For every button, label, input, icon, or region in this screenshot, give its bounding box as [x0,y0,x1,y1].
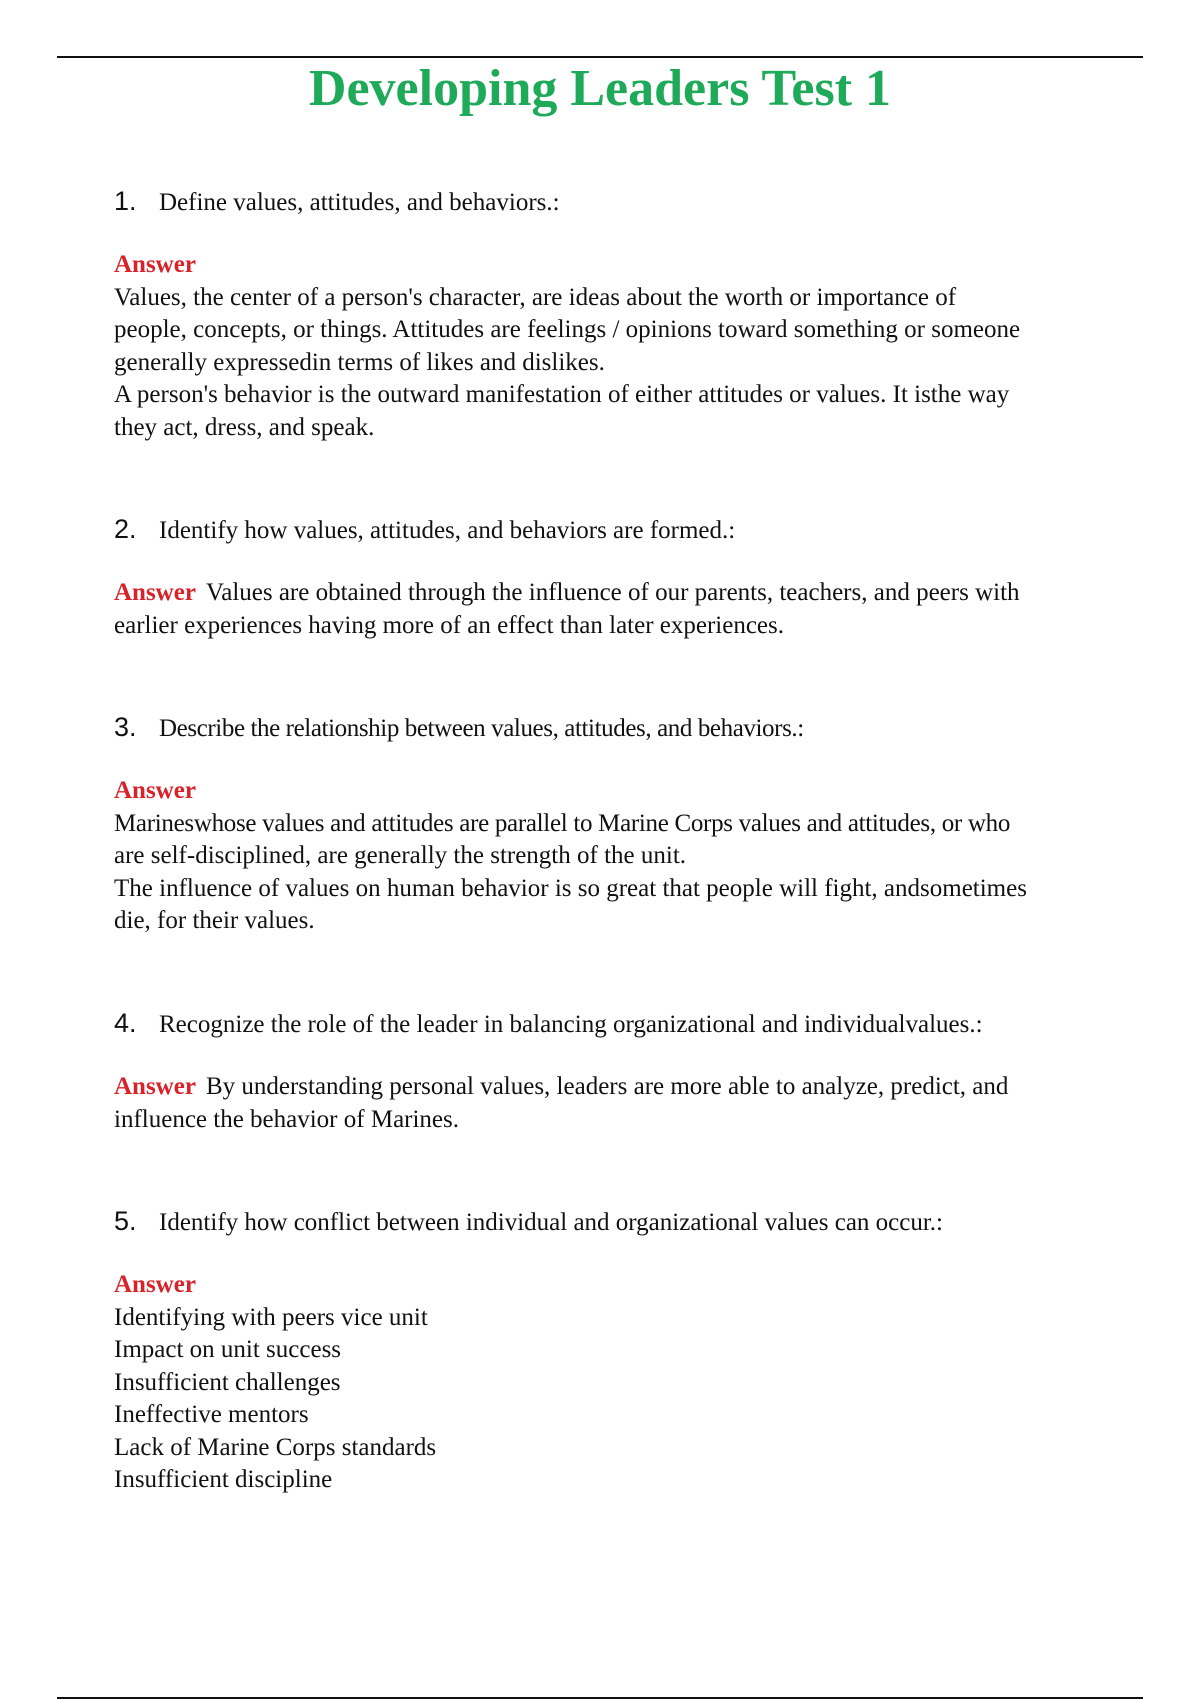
answer-line: they act, dress, and speak. [114,413,375,441]
question-number: 3. [114,712,137,742]
question-text: Describe the relationship between values, attitudes, and behaviors.: [159,715,804,742]
answer-1 [114,249,1144,444]
answer-label: Answer [114,1271,196,1298]
list-item: Insufficient discipline [114,1466,333,1493]
answer-line: earlier experiences having more of an effect than later experiences. [114,611,785,639]
question-3 [114,711,1144,745]
question-number: 4. [114,1008,137,1038]
answer-3 [114,775,1144,938]
question-number: 2. [114,514,137,544]
answer-line: Values are obtained through the influence of our parents, teachers, and peers with [205,579,1020,606]
list-item: Ineffective mentors [114,1401,309,1428]
answer-line: generally expressedin terms of likes and dislikes. [114,348,605,376]
question-5 [114,1205,1144,1239]
question-text: Define values, attitudes, and behaviors.: [159,189,560,216]
document-title: Developing Leaders Test 1 [308,60,892,117]
list-item: Insufficient challenges [114,1368,341,1396]
answer-label: Answer [114,579,196,606]
answer-line: The influence of values on human behavior is so great that people will fight, andsometimes [114,874,1027,902]
answer-line: Marineswhose values and attitudes are parallel to Marine Corps values and attitudes, or who [114,809,1011,837]
question-text: Identify how conflict between individual and organizational values can occur.: [159,1209,943,1236]
question-text: Identify how values, attitudes, and behaviors are formed.: [159,517,736,544]
question-number: 5. [114,1206,137,1236]
list-item: Impact on unit success [114,1336,342,1363]
question-block-2 [114,513,1144,642]
answer-line: people, concepts, or things. Attitudes are feelings / opinions toward something or someone [114,316,1021,343]
answer-2 [114,577,1144,642]
question-2 [114,513,1144,547]
question-block-5 [114,1205,1144,1497]
bottom-rule [57,1697,1143,1699]
answer-line: are self-disciplined, are generally the strength of the unit. [114,842,687,869]
list-item: Identifying with peers vice unit [114,1303,428,1331]
answer-5 [114,1269,1144,1497]
answer-label: Answer [114,1073,196,1100]
answer-4 [114,1071,1144,1136]
question-block-4 [114,1007,1144,1136]
question-text: Recognize the role of the leader in balancing organizational and individualvalues.: [159,1011,983,1038]
question-block-3 [114,711,1144,938]
answer-line: By understanding personal values, leaders are more able to analyze, predict, and [205,1073,1009,1100]
list-item: Lack of Marine Corps standards [114,1433,437,1461]
answer-line: influence the behavior of Marines. [114,1105,460,1133]
answer-line: Values, the center of a person's character, are ideas about the worth or importance of [114,283,957,311]
answer-line: A person's behavior is the outward manifestation of either attitudes or values. It isthe way [114,381,1010,408]
question-1 [114,185,1144,219]
question-number: 1. [114,186,137,216]
question-4 [114,1007,1144,1041]
answer-label: Answer [114,777,196,804]
question-block-1 [114,185,1144,444]
answer-line: die, for their values. [114,907,315,934]
answer-label: Answer [114,251,196,278]
